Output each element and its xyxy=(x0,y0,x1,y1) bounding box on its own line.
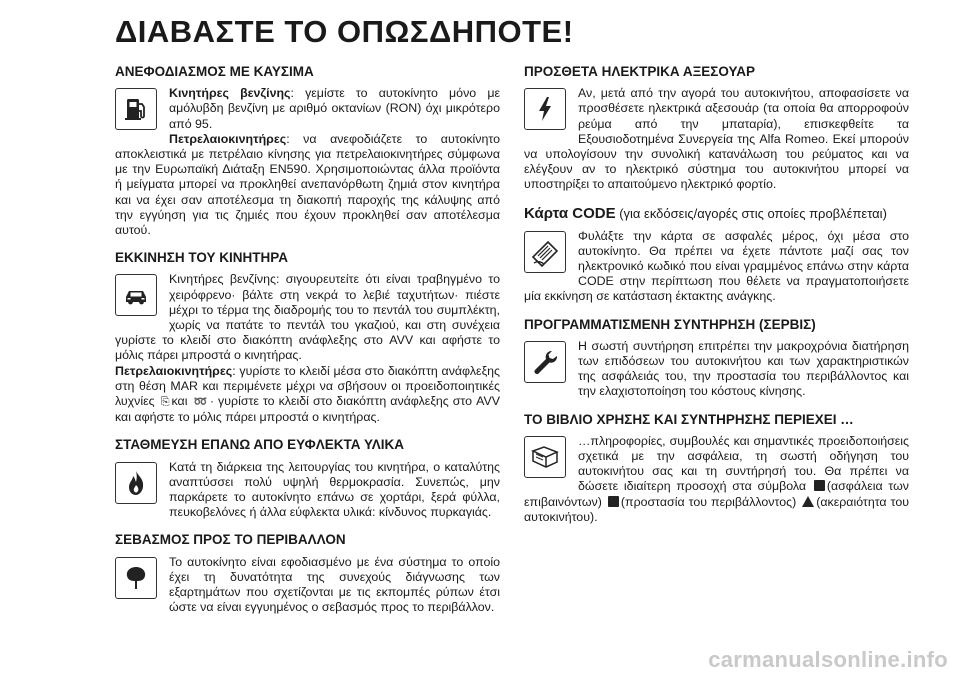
manual-text-d: (ακεραιότητα του αυτοκινήτου). xyxy=(524,494,909,524)
fire-icon xyxy=(115,462,157,504)
manual-text-b: (ασφάλεια των επιβαινόντων) xyxy=(524,479,909,509)
section-accessories-heading: ΠΡΟΣΘΕΤΑ ΗΛΕΚΤΡΙΚΑ ΑΞΕΣΟΥΑΡ xyxy=(524,64,756,79)
section-fuel xyxy=(115,64,500,238)
start-diesel-lead: Πετρελαιοκινητήρες xyxy=(115,363,233,378)
start-diesel-paragraph xyxy=(115,364,500,426)
code-card-icon xyxy=(524,231,566,273)
section-engine-start-heading: ΕΚΚΙΝΗΣΗ ΤΟΥ ΚΙΝΗΤΗΡΑ xyxy=(115,250,288,266)
fuel-petrol-text: : γεμίστε το αυτοκίνητο μόνο με αμόλυβδη βενζίνη με αριθμό οκτανίων (RON) όχι μικρότερο από 95. xyxy=(169,86,500,131)
start-diesel-text-b: · γυρίστε το κλειδί στο διακόπτη ανάφλεξης στο AVV και αφήστε το μόλις πάρει μπροστά ο κινητήρας. xyxy=(115,394,500,425)
environment-protection-icon xyxy=(608,496,619,507)
fuel-petrol-paragraph xyxy=(115,86,500,132)
code-card-heading-main: Κάρτα CODE xyxy=(524,204,616,222)
accessories-paragraph: Αν, μετά από την αγορά του αυτοκινήτου, αποφασίσετε να προσθέσετε ηλεκτρικά αξεσουάρ (τα οποία θα απορροφούν ρεύμα από την μπαταρία), επισκεφθείτε τα Εξουσιοδοτημένα Συνεργεία της Alfa Romeo. Εκεί μπορούν να υπολογίσουν την συνολική κατανάλωση του ρεύματος και να ελέγξουν αν το ηλεκτρικό σύστημα του αυτοκινήτου μπορεί να υποστηρίξει το απαιτούμενο ηλεκτρικό φορτίο. xyxy=(524,86,909,192)
code-card-paragraph: Φυλάξτε την κάρτα σε ασφαλές μέρος, όχι μέσα στο αυτοκίνητο. Θα πρέπει να έχετε πάντοτε μαζί σας τον ηλεκτρονικό κωδικό που είναι γραμμένος επάνω στην κάρτα CODE στην περίπτωση που θέλετε να πραγματοποιήσετε μία εκκίνηση σε κατάσταση έκτακτης ανάγκης. xyxy=(524,228,909,304)
fuel-petrol-lead: Κινητήρες βενζίνης xyxy=(169,86,291,101)
fuel-diesel-paragraph xyxy=(115,132,500,238)
book-icon xyxy=(524,436,566,478)
section-code-card xyxy=(524,205,909,305)
tree-icon xyxy=(115,557,157,599)
right-column xyxy=(524,64,909,537)
glow-plug-coil-icon: ➿ xyxy=(193,396,208,409)
fuel-pump-icon xyxy=(115,88,157,130)
manual-text-c: (προστασία του περιβάλλοντος) xyxy=(620,494,797,509)
glow-plug-icon: ⎘ xyxy=(160,396,170,409)
vehicle-integrity-icon xyxy=(802,496,814,507)
section-parking xyxy=(115,437,500,520)
wrench-icon xyxy=(524,341,566,383)
section-fuel-heading: ΑΝΕΦΟΔΙΑΣΜΟΣ ΜΕ ΚΑΥΣΙΜΑ xyxy=(115,64,314,79)
start-diesel-text-a: : γυρίστε το κλειδί μέσα στο διακόπτη ανάφλεξης στη θέση MAR και περιμένετε μέχρι να σβήσουν οι προειδοποιητικές λυχνίες xyxy=(115,363,500,409)
section-accessories xyxy=(524,64,909,193)
service-paragraph: Η σωστή συντήρηση επιτρέπει την μακροχρόνια διατήρηση των επιδόσεων του αυτοκινήτου και των χαρακτηριστικών της ασφάλειάς του, την προστασία του περιβάλλοντος και την ελαχιστοποίηση του κόστους κίνησης. xyxy=(578,338,909,399)
section-manual-heading: ΤΟ ΒΙΒΛΙΟ ΧΡΗΣΗΣ ΚΑΙ ΣΥΝΤΗΡΗΣΗΣ ΠΕΡΙΕΧΕΙ … xyxy=(524,411,854,427)
section-service xyxy=(524,317,909,400)
manual-paragraph xyxy=(524,434,909,525)
code-card-heading-sub: (για εκδόσεις/αγορές στις οποίες προβλέπεται) xyxy=(615,205,887,221)
manual-text-a: …πληροφορίες, συμβουλές και σημαντικές προειδοποιήσεις σχετικά με την ασφάλεια, τη σωστή οδήγηση του αυτοκινήτου σας και τη συντήρησή του. Θα πρέπει να δώσετε ιδιαίτερη προσοχή στα σύμβολα xyxy=(578,433,909,494)
section-parking-heading: ΣΤΑΘΜΕΥΣΗ ΕΠΑΝΩ ΑΠΟ ΕΥΦΛΕΚΤΑ ΥΛΙΚΑ xyxy=(115,437,405,453)
watermark: carmanualsonline.info xyxy=(708,647,948,672)
environment-paragraph: Το αυτοκίνητο είναι εφοδιασμένο με ένα σύστημα το οποίο έχει τη δυνατότητα της συνεχούς διάγνωσης των εξαρτημάτων που σχετίζονται με τις εκπομπές ρύπων έτσι ώστε να είναι εγγυημένος ο σεβασμός προς το περιβάλλον. xyxy=(169,554,500,615)
fuel-diesel-lead: Πετρελαιοκινητήρες xyxy=(169,131,287,146)
section-engine-start xyxy=(115,250,500,425)
page-title: ΔΙΑΒΑΣΤΕ ΤΟ ΟΠΩΣΔΗΠΟΤΕ! xyxy=(115,14,574,49)
start-petrol-paragraph: Κινητήρες βενζίνης: σιγουρευτείτε ότι είναι τραβηγμένο το χειρόφρενο· βάλτε στη νεκρά το λεβιέ ταχυτήτων· πιέστε μέχρι το τέρμα της διαδρομής του το πεντάλ του συμπλέκτη, χωρίς να πατάτε το πεντάλ του γκαζιού, και στη συνέχεια γυρίστε το κλειδί στο διακόπτη ανάφλεξης στο AVV και αφήστε το μόλις πάρει μπροστά ο κινητήρας. xyxy=(115,272,500,363)
section-environment-heading: ΣΕΒΑΣΜΟΣ ΠΡΟΣ ΤΟ ΠΕΡΙΒΑΛΛΟΝ xyxy=(115,532,346,548)
start-diesel-and: και xyxy=(171,394,188,409)
left-column xyxy=(115,64,500,627)
car-icon xyxy=(115,274,157,316)
section-code-card-heading xyxy=(524,205,909,223)
section-manual xyxy=(524,412,909,525)
parking-paragraph: Κατά τη διάρκεια της λειτουργίας του κινητήρα, ο καταλύτης αναπτύσσει πολύ υψηλή θερμοκρασία. Συνεπώς, μην παρκάρετε το αυτοκίνητο επάνω σε χορτάρι, ξερά φύλλα, πευκοβελόνες ή άλλα εύφλεκτα υλικά: κίνδυνος πυρκαγιάς. xyxy=(169,459,500,520)
section-environment xyxy=(115,532,500,615)
section-service-heading: ΠΡΟΓΡΑΜΜΑΤΙΣΜΕΝΗ ΣΥΝΤΗΡΗΣΗ (ΣΕΡΒΙΣ) xyxy=(524,316,816,332)
lightning-icon xyxy=(524,88,566,130)
fuel-diesel-text: : να ανεφοδιάζετε το αυτοκίνητο αποκλειστικά με πετρέλαιο κίνησης για πετρελαιοκινητήρες σύμφωνα με την Ευρωπαϊκή Διάταξη EN590. Χρησιμοποιώντας άλλα προϊόντα ή μείγματα μπορεί να προκληθεί ανεπανόρθωτη ζημιά στον κινητήρα και να έχει σαν αποτέλεσμα τη διακοπή παροχής της κάλυψης από την εγγύηση για τις ζημιές που έχουν προκληθεί σαν αποτέλεσμα αυτού. xyxy=(115,131,500,238)
occupant-safety-icon xyxy=(814,480,825,491)
